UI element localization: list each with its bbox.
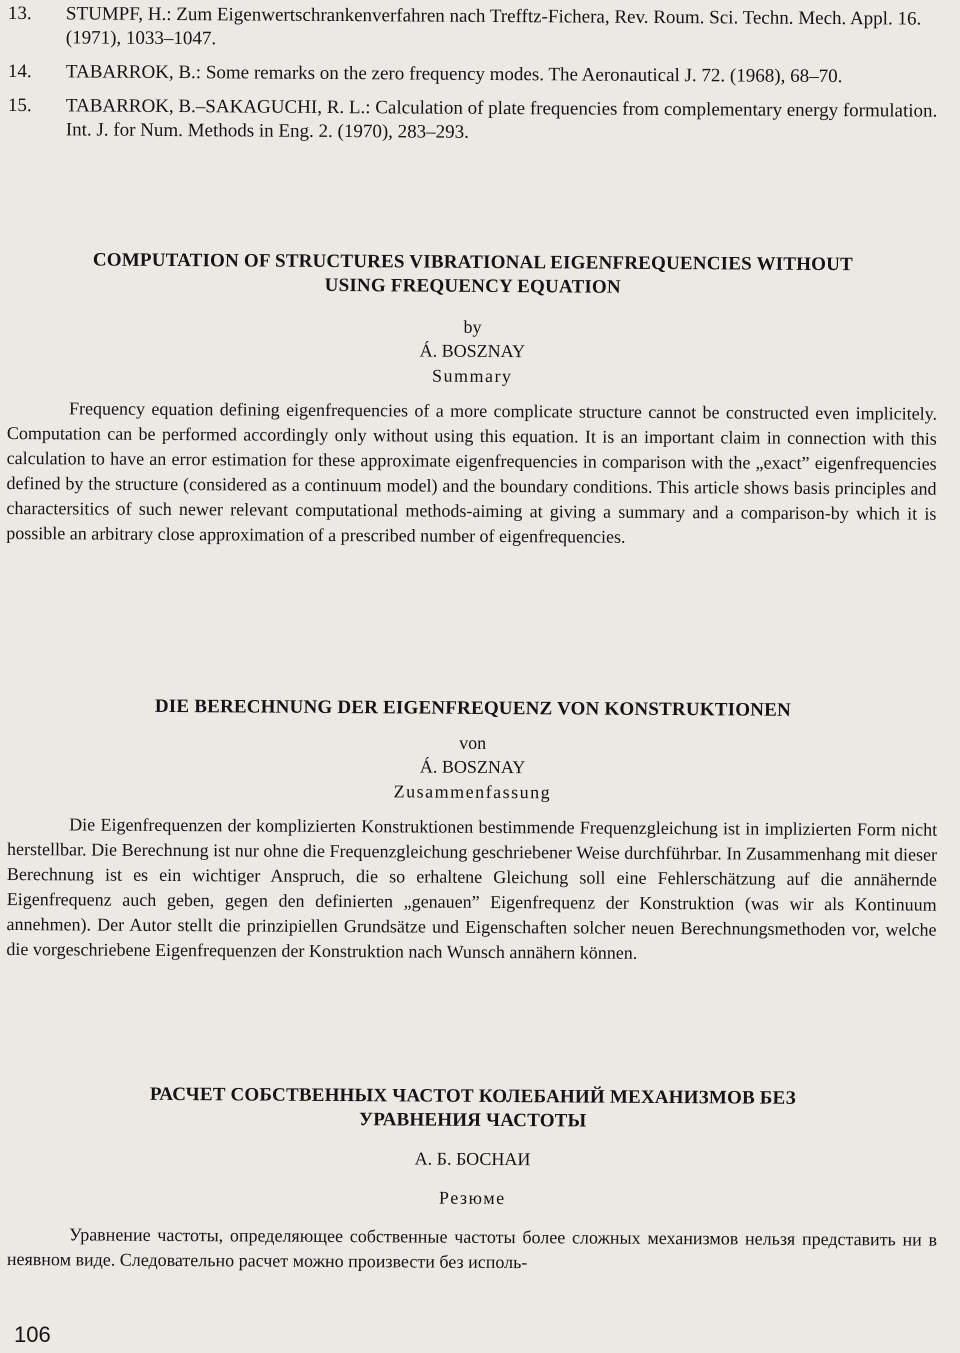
abstract-author: А. Б. БОСНАИ xyxy=(414,1148,531,1170)
abstract-title: COMPUTATION OF STRUCTURES VIBRATIONAL EIGENFREQUENCIES WITHOUT USING FREQUENCY EQUATION xyxy=(92,249,853,298)
abstract-by: by xyxy=(463,316,482,337)
abstract-heading: Summary xyxy=(431,365,513,387)
abstract-text: Уравнение частоты, определяющее собственные частоты более сложных механизмов нельзя представить ни в неявном виде. Следовательно расчет можно произвести без исполь- xyxy=(6,1224,938,1273)
reference-number: 13. xyxy=(7,2,32,25)
reference-list xyxy=(8,2,943,152)
abstract-author: Á. BOSZNAY xyxy=(419,756,526,778)
page-number: 106 xyxy=(14,1322,51,1347)
abstract-text: Frequency equation defining eigenfrequencies of a more complicate structure cannot be constructed even implicitely. Computation can be performed accordingly only without using this equation. It is an important claim in connection with this calculation to have an error estimation for these approximate eigenfrequencies in comparison with the „exact” eigenfrequencies defined by the structure (considered as a continuum model) and the boundary conditions. This article shows basis principles and charactersitics of such newer relevant computational methods-aiming at giving a summary and a comparison-by which it is possible an arbitrary close approximation of a prescribed number of eigenfrequencies. xyxy=(6,398,938,547)
abstract-english xyxy=(6,248,938,552)
abstract-title: РАСЧЕТ СОБСТВЕННЫХ ЧАСТОТ КОЛЕБАНИЙ МЕХАНИЗМОВ БЕЗ УРАВНЕНИЯ ЧАСТОТЫ xyxy=(149,1083,796,1132)
reference-number: 15. xyxy=(7,94,32,117)
abstract-title: DIE BERECHNUNG DER EIGENFREQUENZ VON KONSTRUKTIONEN xyxy=(154,695,791,721)
abstract-german xyxy=(6,694,938,968)
abstract-heading: Zusammenfassung xyxy=(393,781,552,803)
abstract-russian xyxy=(7,1082,938,1278)
abstract-heading: Резюме xyxy=(438,1187,506,1209)
reference-number: 14. xyxy=(7,60,32,83)
reference-item xyxy=(8,2,943,56)
reference-text: TABARROK, B.–SAKAGUCHI, R. L.: Calculation of plate frequencies from complementary energy formulation. Int. J. for Num. Methods in Eng. 2. (1970), 283–293. xyxy=(65,95,938,143)
reference-text: TABARROK, B.: Some remarks on the zero frequency modes. The Aeronautical J. 72. (1968), 68–70. xyxy=(65,61,843,88)
reference-text: STUMPF, H.: Zum Eigenwertschrankenverfahren nach Trefftz-Fichera, Rev. Roum. Sci. Techn. Mech. Appl. 16. (1971), 1033–1047. xyxy=(65,3,922,50)
reference-item xyxy=(8,60,943,90)
abstract-text: Die Eigenfrequenzen der komplizierten Konstruktionen bestimmende Frequenzgleichung ist in implizierten Form nicht herstellbar. Die Berechnung ist nur ohne die Frequenzgleichung geschriebener Weise durchführbar. In Zusammenhang mit dieser Berechnung ist es ein wichtiger Anspruch, die so erhaltene Gleichung soll eine Fehlerschätzung auf die annähernde Eigenfrequenz auch geben, gegen den definierten „genauen” Eigenfrequenz der Konstruktion (was wir als Kontinuum annehmen). Der Autor stellt die prinzipiellen Grundsätze und Eigenschaften solcher neuen Berechnungsmethoden vor, welche die vorgeschriebene Eigenfrequenzen der Konstruktion nach Wunsch annähern können. xyxy=(6,814,938,963)
abstract-by: von xyxy=(459,732,487,753)
abstract-author: Á. BOSZNAY xyxy=(419,340,526,362)
reference-item xyxy=(8,94,943,148)
